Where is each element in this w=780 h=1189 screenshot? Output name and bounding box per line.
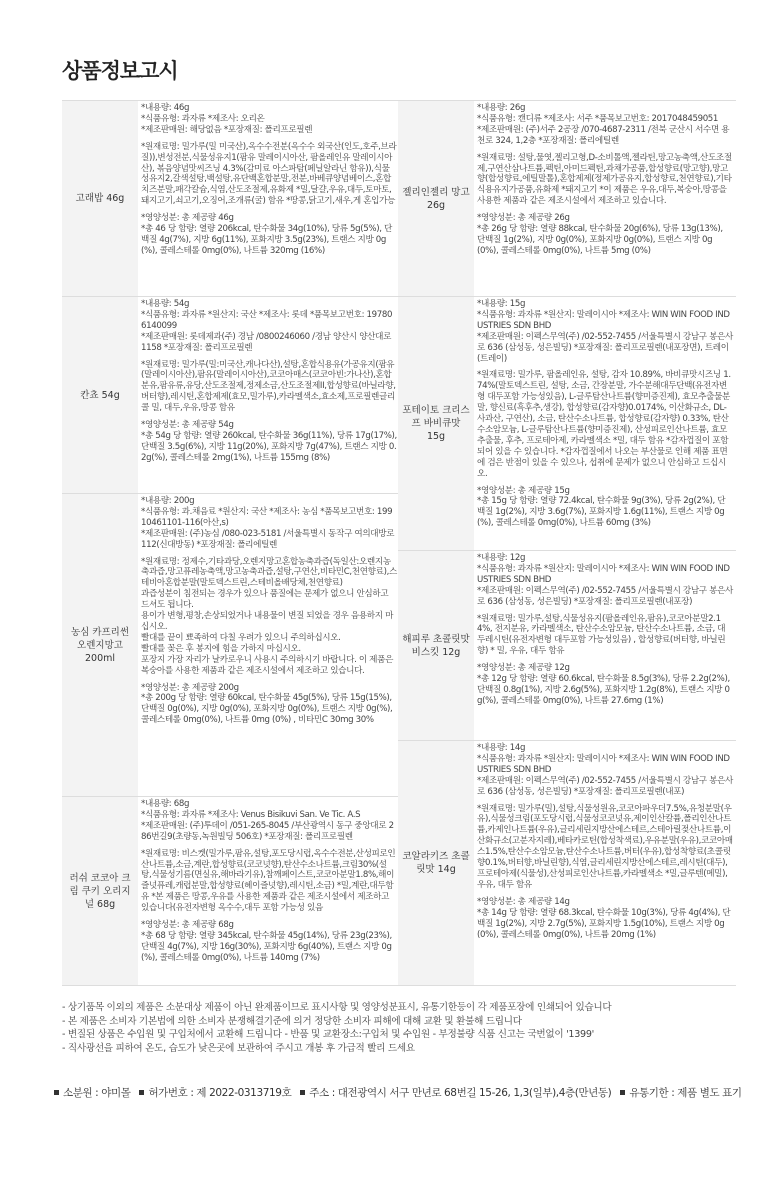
detail-block: *내용량: 15g *식품유형: 과자류 *원산지: 말레이시아 *제조사: WIN WIN FOOD INDUSTRIES SDN BHD *제조판매원: 이펙스무역(주) /02-552-7455 /서울특별시 강남구 봉은사로 636 (삼성동, 성은빌딩) *포장재질: 폴리프로필렌(내포장면), 트레이(트레이)	[477, 299, 733, 364]
product-name: 젤리인젤리 망고 26g	[398, 101, 474, 296]
detail-block: *영양성분: 총 제공량 14g *총 14g 당 함량: 열량 68.3kcal, 탄수화물 10g(3%), 당류 4g(4%), 단백질 1g(2%), 지방 2.7g(5%), 포화지방 1.5g(10%), 트랜스 지방 0g(0%), 콜레스테롤 0mg(0%), 나트륨 20mg (1%)	[477, 896, 731, 940]
notice-item: - 상기품목 이외의 제품은 소분대상 제품이 아닌 완제품이므로 표시사항 및 영양성분표시, 유통기한등이 각 제품포장에 인쇄되어 있습니다	[62, 1002, 612, 1013]
detail-block: *내용량: 14g *식품유형: 과자류 *원산지: 말레이시아 *제조사: WIN WIN FOOD INDUSTRIES SDN BHD *제조판매원: 이펙스무역(주) /02-552-7455 /서울특별시 강남구 봉은사로 636 (삼성동, 성은빌딩) *포장재질: 폴리프로필렌(내포)	[477, 743, 733, 797]
footer-item: 유통기한 : 제품 별도 표기	[629, 1087, 742, 1099]
product-details	[138, 797, 400, 985]
product-info-table-left	[62, 100, 400, 986]
product-details	[138, 297, 400, 493]
table-row	[62, 297, 400, 494]
detail-block: *영양성분: 총 제공량 26g *총 26g 당 함량: 열량 88kcal, 탄수화물 20g(6%), 당류 13g(13%), 단백질 1g(2%), 지방 0g(0%), 포화지방 0g(0%), 트랜스 지방 0g(0%), 콜레스테롤 0mg(0%), 나트륨 5mg (0%)	[477, 213, 723, 256]
footer-item: 소분원 : 야미몰	[63, 1087, 131, 1099]
detail-block: *내용량: 26g *식품유형: 캔디류 *제조사: 서주 *품목보고번호: 2017048459051 *제조판매원: (주)서주 2공장 /070-4687-2311 /전북 군산시 서수면 용천로 324, 1,2층 *포장재질: 폴리에틸렌	[477, 103, 730, 146]
detail-block: *원재료명: 밀가루, 팜올레인유, 설탕, 감자 10.89%, 바비큐맛시즈닝 1.74%(말토덱스트린, 설탕, 소금, 간장분말, 가수분해대두단백(유전자변형 대두포함 가능성있음), L-글루탐산나트륨(향미증진제), 효모추출물분말, 향신료(흑후추,생강), 합성향료(감자향)0.0174%, 이산화규소, DL-사과산, 구연산), 소금, 탄산수소나트륨, 합성향료(감자향) 0.33%, 탄산수소암모늄, L-글루탐산나트륨(향미증진제), 산성피로인산나트륨, 효모추출물, 후추, 프로테아제, 카라멜색소 *밀, 대두 함유 *감자껍질이 포함되어 있을 수 있습니다. *감자껍질에서 나오는 부산물로 인해 제품 표면에 검은 반점이 있을 수 있으나, 섭취에 문제가 없으니 안심하고 드십시오.	[477, 370, 731, 479]
square-bullet-icon	[54, 1090, 59, 1095]
notice-item: - 본 제품은 소비자 기본법에 의한 소비자 분쟁해결기준에 의거 정당한 소비자 피해에 대해 교환 및 환불해 드립니다	[62, 1015, 522, 1027]
detail-block: *원재료명: 정제수,기타과당,오렌지망고혼합농축과즙(독일산:오렌지농축과즙,망고퓨레농축액,망고농축과즙,설탕,구연산,비타민C,천연향료),스테비아혼합분말(말토덱스트린,스테비올배당체,천연향료) 과즙성분이 침전되는 경우가 있으나 품질에는 문제가 없으니 안심하고 드셔도 됩니다. 용이가 변형,평창,손상되었거나 내용물이 변질 되었을 경우 음용하지 마십시오. 빨대를 끝이 뾰족하여 다칠 우려가 있으니 주의하십시오. 빨대를 꽂은 후 봉지에 힘을 가하지 마십시오. 포장지 가장 자리가 날카로우니 사용시 주의하시기 바랍니다. 이 제품은 복숭아를 사용한 제품과 같은 제조시설에서 제조하고 있습니다.	[141, 556, 397, 676]
detail-block: *원재료명: 비스켓(밀가루,팜유,설탕,포도당시럽,옥수수전분,산성피로인산나트륨,소금,계란,합성향료(코코넛향),탄산수소나트륨,크림30%(설탕,식물성기름(면실유,해바라기유),참깨페이스트,코코아분말1.8%,해이즐넛퓨레,캐럽분말,합성향료(헤이즐넛향),레시틴,소금) *밀,계란,대두함유 *본 제품은 땅콩,우유를 사용한 제품과 같은 제조시설에서 제조하고 있습니다(유전자변형 옥수수,대두 포함 가능성 있음	[141, 848, 396, 914]
detail-block: *영양성분: 총 제공량 68g *총 68 당 함량: 열량 345kcal, 탄수화물 45g(14%), 당류 23g(23%), 단백질 4g(7%), 지방 16g(30%), 포화지방 6g(40%), 트랜스 지방 0g(%), 콜레스테롤 0mg(0%), 나트륨 140mg (7%)	[141, 920, 392, 963]
table-row	[62, 101, 400, 297]
square-bullet-icon	[139, 1090, 144, 1095]
table-row	[398, 741, 736, 986]
square-bullet-icon	[300, 1090, 305, 1095]
table-row	[398, 297, 736, 551]
notice-item: - 직사광선을 피하여 온도, 습도가 낮은곳에 보관하여 주시고 개봉 후 가급적 빨리 드세요	[62, 1042, 415, 1054]
product-info-table-right	[398, 100, 736, 986]
product-name: 포테이토 크리스프 바비큐맛 15g	[398, 297, 474, 550]
table-row	[398, 101, 736, 297]
detail-block: *영양성분: 총 제공량 46g *총 46 당 함량: 열량 206kcal, 탄수화물 34g(10%), 당류 5g(5%), 단백질 4g(7%), 지방 6g(11%), 포화지방 3.5g(23%), 트랜스 지방 0g(%), 콜레스테롤 0mg(0%), 나트륨 320mg (16%)	[141, 213, 392, 256]
table-row	[62, 797, 400, 986]
detail-block: *영양성분: 총 제공량 200g *총 200g 당 함량: 열량 60kcal, 탄수화물 45g(5%), 당류 15g(15%), 단백질 0g(0%), 지방 0g(0%), 포화지방 0g(0%), 트랜스 지방 0g(%), 콜레스테롤 0mg(0%), 나트륨 0mg (0%) , 비타민C 30mg 30%	[141, 682, 393, 726]
detail-block: *영양성분: 총 제공량 12g *총 12g 당 함량: 열량 60.6kcal, 탄수화물 8.5g(3%), 당류 2.2g(2%), 단백질 0.8g(1%), 지방 2.6g(5%), 포화지방 1.2g(8%), 트랜스 지방 0g(%), 콜레스테롤 0mg(0%), 나트륨 27.6mg (1%)	[477, 663, 730, 706]
detail-block: *내용량: 54g *식품유형: 과자류 *원산지: 국산 *제조사: 롯데 *품목보고번호: 197806140099 *제조판매원: 롯데제과(주) 경남 /0800246060 /경남 양산시 양산대로 1158 *포장재질: 폴리프로필렌	[141, 299, 393, 353]
detail-block: *내용량: 12g *식품유형: 과자류 *원산지: 말레이시아 *제조사: WIN WIN FOOD INDUSTRIES SDN BHD *제조판매원: 이펙스무역(주) /02-552-7455 /서울특별시 강남구 봉은사로 636 (삼성동, 성은빌딩) *포장재질: 폴리프로필렌(내포장)	[477, 553, 733, 607]
detail-block: *원재료명: 밀가루,설탕,식물성유지(팜올레인유,팜유),코코아분말2.14%, 전지분유, 카라멜색소, 탄산수소암모늄, 탄산수소나트륨, 소금, 대두레시틴(유전자변형 대두포함 가능성있음) , 합성향료(버터향, 바닐린향) * 밀, 우유, 대두 함유	[477, 613, 726, 657]
product-details	[138, 494, 400, 796]
detail-block: *원재료명: 설탕,물엿,젤리고형,D-소비톨액,젤라틴,망고농축액,산도조절제,구연산삼나트륨,펙틴,아미드펙틴,과채가공품,합성향료(망고향),망고향(합성향료,에틸말톨),혼합제제(정제가공유지,합성향료,천연향료),기타 식용유지가공품,유화제 *돼지고기 *이 제품은 우유,대두,복숭아,땅콩을 사용한 제품과 같은 제조시설에서 제조하고 있습니다.	[477, 152, 732, 207]
detail-block: *원재료명: 밀가루(밀),설탕,식물성원유,코코아파우더7.5%,유청분말(우유),식물성크림(포도당시럽,식물성코코넛유,제이인산칼륨,폴리인산나트륨,카제인나트륨(우유),글리세린지방산에스테르,스테아릴젖산나트륨,이산화규소(고분자지레),베타카로틴(합성착색료),우유분말(우유),코코아매스1.5%,탄산수소암모늄,탄산수소나트륨,버터(우유),합성착향료(초콜릿향0.1%,버터향,바닐린향),식염,글리세린지방산에스테르,레시틴(대두),프로테아제(식물성),산성피로인산나트륨,카라멜색소 *밀,글루텐(메밀),우유, 대두 함유	[477, 803, 733, 890]
footer-item: 주소 : 대전광역시 서구 만년로 68번길 15-26, 1,3(일부),4층(만년동)	[309, 1087, 612, 1099]
footer-item: 허가번호 : 제 2022-0313719호	[148, 1087, 292, 1099]
detail-block: *원재료명: 밀가루(밀:미국산,캐나다산),설탕,혼합식용유(가공유지(팜유(말레이시아산),팜유(말레이시아산),코코아매스(코코아빈:가나산),혼합분유,팜유류,유당,산도조절제,정제소금,산도조절제II,합성향료(바닐라향,버터향),레시틴,혼합제제(효모,밀가루),카라멜색소,효소제,프로필렌글리콜 밀, 대두,우유,땅콩 함유	[141, 359, 396, 414]
detail-block: *내용량: 200g *식품유형: 과.채음료 *원산지: 국산 *제조사: 농심 *품목보고번호: 19910461101-116(아산,s) *제조판매원: (주)농심 /080-023-5181 /서울특별시 동작구 여의대방로 112(신대방동) *포장재질: 폴리에틸렌	[141, 496, 395, 550]
product-details	[474, 297, 736, 550]
seller-info-footer	[48, 1085, 742, 1100]
product-details	[474, 551, 736, 740]
detail-block: *영양성분: 총 제공량 15g *총 15g 당 함량: 열량 72.4kcal, 탄수화물 9g(3%), 당류 2g(2%), 단백질 1g(2%), 지방 3.6g(7%), 포화지방 1.6g(11%), 트랜스 지방 0g(%), 콜레스테롤 0mg(0%), 나트륨 60mg (3%)	[477, 485, 726, 529]
notice-item: - 변질된 상품은 수입원 및 구입처에서 교환해 드립니다 - 반품 및 교환장소:구입처 및 수입원 - 부정불량 식품 신고는 국번없이 '1399'	[62, 1029, 594, 1041]
detail-block: *영양성분: 총 제공량 54g *총 54g 당 함량: 열량 260kcal, 탄수화물 36g(11%), 당류 17g(17%), 단백질 3.5g(6%), 지방 11g(20%), 포화지방 7g(47%), 트랜스 지방 0.2g(%), 콜레스테롤 2mg(1%), 나트륨 155mg (8%)	[141, 420, 397, 463]
detail-block: *내용량: 46g *식품유형: 과자류 *제조사: 오리온 *제조판매원: 해당없음 *포장재질: 폴리프로필렌	[141, 103, 313, 135]
page-title: 상품정보고시	[62, 59, 178, 83]
product-details	[474, 741, 736, 985]
table-row	[398, 551, 736, 741]
detail-block: *원재료명: 밀가루(밀 미국산),옥수수전분(옥수수 외국산(인도,호주,브라질)),변성전분,식물성유지1(팜유 말레이시아산, 팜올레인유 말레이시아산), 볶음양념맛씨즈닝 4.3%(감미료 아스파탐(페닐알라닌 함유)),식물성유지2,갈색설탕,백설탕,유단백혼합분말,전분,바베큐양념베이스,혼합치즈분말,패각칼슘,식염,산도조절제,유화제 *밀,달걀,우유,대두,토마토,돼지고기,쇠고기,오징어,조개류(굴) 함유 *땅콩,닭고기,새우,게 혼입가능	[141, 141, 397, 207]
product-name: 칸쵸 54g	[62, 297, 138, 493]
product-name: 고래밥 46g	[62, 101, 138, 296]
product-details	[138, 101, 400, 296]
table-row	[62, 494, 400, 797]
square-bullet-icon	[620, 1090, 625, 1095]
product-name: 농심 카프리썬 오렌지망고200ml	[62, 494, 138, 796]
product-name: 러쉬 코코아 크림 쿠키 오리지널 68g	[62, 797, 138, 985]
product-details	[474, 101, 736, 296]
detail-block: *내용량: 68g *식품유형: 과자류 *제조사: Venus Bisikuvi San. Ve Tic. A.S *제조판매원: (주)투데이 /051-265-8045 /부산광역시 동구 중앙대로 286번길9(초량동,녹원빌딩 506호) *포장재질: 폴리프로필렌	[141, 799, 394, 842]
notice-list	[62, 1001, 752, 1055]
product-name: 해피루 초콜릿맛 비스킷 12g	[398, 551, 474, 740]
product-name: 코알라키즈 초콜릿맛 14g	[398, 741, 474, 985]
